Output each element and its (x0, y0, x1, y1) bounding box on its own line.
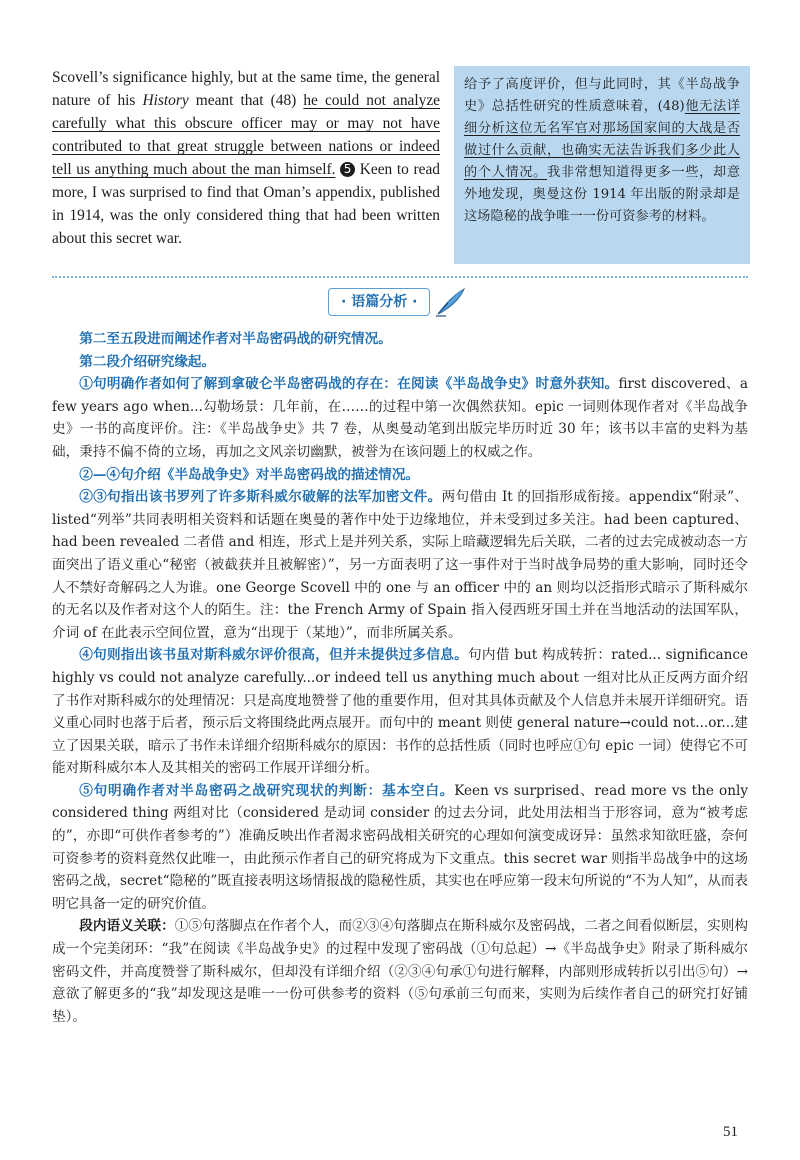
para1-body: first discovered、a few years ago when...勾勒场景：几年前，在……的过程中第一次偶然获知。epic 一词则体现作者对《半岛战争史》一书的高度评价。注：《半岛战争史》共 7 卷，从奥曼动笔到出版完毕历时近 30 年；该书以丰富的史料为基础，秉持不偏不倚的立场，再加之文风亲切幽默，被誉为在该问题上的权威之作。 (52, 376, 748, 460)
analysis-intro-1: 第二至五段进而阐述作者对半岛密码战的研究情况。 (79, 331, 392, 347)
para6-body: ①⑤句落脚点在作者个人，而②③④句落脚点在斯科威尔及密码战，二者之间看似断层，实则构成一个完美闭环：“我”在阅读《半岛战争史》的过程中发现了密码战（①句总起）→《半岛战争史》附录了斯科威尔密码文件，并高度赞誉了斯科威尔，但却没有详细介绍（②③④句承①句进行解释，内部则形成转折以引出⑤句）→意欲了解更多的“我”却发现这是唯一一份可供参考的资料（⑤句承前三句而来，实则为后续作者自己的研究打好铺垫）。 (52, 918, 749, 1025)
english-line1: Scovell’s significance highly, but at the same time, the general nature of his (52, 69, 440, 109)
quill-pen-icon (434, 286, 468, 318)
analysis-para-1 (52, 373, 748, 463)
para4-body: 句内借 but 构成转折：rated... significance highly vs could not analyze carefully...or indeed tell us anything much about 一组对比从正反两方面介绍了书作对斯科威尔的处理情况：只是高度地赞誉了他的重要作用，但对其具体贡献及个人信息并未展开详细研究。语义重心同时也落于后者，预示后文将围绕此两点展开。而句中的 meant 则使 general nature→could not...or...建立了因果关联，暗示了书作未详细介绍斯科威尔的原因：书作的总括性质（同时也呼应①句 epic 一词）使得它不可能对斯科威尔本人及其相关的密码工作展开详细分析。 (52, 647, 749, 777)
analysis-para-3 (52, 486, 748, 644)
bilingual-excerpt (52, 66, 748, 278)
para6-heading: 段内语义关联： (79, 918, 175, 935)
translation-part2: 我非常想知道得更多一些，却意外地发现，奥曼这份 1914 年出版的附录却是这场隐秘的战争唯一一份可资参考的材料。 (464, 165, 741, 224)
sentence-marker-icon: 5 (340, 162, 355, 177)
section-divider (52, 276, 748, 278)
english-passage (52, 66, 440, 250)
english-underlined-sentence: he could not analyze carefully what this obscure officer may or may not have contributed to that great struggle between nations or indeed tell us anything much about the man himself. (52, 92, 440, 178)
chinese-translation-box (454, 66, 750, 264)
translation-part1: 给予了高度评价，但与此同时，其《半岛战争史》总括性研究的性质意味着，(48) (464, 77, 740, 114)
analysis-intro-2: 第二段介绍研究缘起。 (79, 353, 216, 370)
history-italic: History (142, 92, 189, 109)
english-line1-end: meant that (48) (188, 92, 304, 109)
analysis-para-5 (52, 780, 748, 916)
para3-body: 两句借由 It 的回指形成衔接。appendix“附录”、listed“列举”共同表明相关资料和话题在奥曼的著作中处于边缘地位，并未受到过多关注。had been captured、had been revealed 二者借 and 相连，形式上是并列关系，实际上暗藏逻辑先后关联，二者的过去完成被动态一方面突出了语义重心“秘密（被截获并且被解密）”，另一方面表明了这一事件对于当时战争局势的重大影响，同时还令人不禁好奇解码之人为谁。one George Scovell 中的 one 与 an officer 中的 an 则均以泛指形式暗示了斯科威尔的无名以及作者对这个人的陌生。注：the French Army of Spain 指入侵西班牙国土并在当地活动的法国军队，介词 of 在此表示空间位置，意为“出现于（某地）”，而非所属关系。 (52, 489, 748, 641)
para4-heading: ④句则指出该书虽对斯科威尔评价很高，但并未提供过多信息。 (79, 647, 469, 664)
analysis-para-6 (52, 915, 748, 1028)
para5-body: Keen vs surprised、read more vs the only considered thing 两组对比（considered 是动词 consider 的过去分词，此处用法相当于形容词，意为“被考虑的”，亦即“可供作者参考的”）准确反映出作者渴求密码战相关研究的心理如何演变成讶异：虽然求知欲旺盛，奈何可资参考的资料竟然仅此唯一，由此预示作者自己的研究将成为下文重点。this secret war 则指半岛战争中的这场密码之战，secret“隐秘的”既直接表明这场情报战的隐秘性质，其实也在呼应第一段末句所说的“不为人知”，从而表明它具备一定的研究价值。 (52, 782, 749, 912)
analysis-para-4 (52, 644, 748, 780)
english-rest: Keen to read more, I was surprised to find that Oman’s appendix, published in 1914, was the only considered thing that had been written about this secret war. (52, 161, 440, 247)
translation-underlined: 他无法详细分析这位无名军官对那场国家间的大战是否做过什么贡献，也确实无法告诉我们多少此人的个人情况。 (464, 99, 741, 180)
page-number: 51 (723, 1124, 738, 1140)
section-label-badge: · 语篇分析 · (328, 288, 430, 316)
para5-heading: ⑤句明确作者对半岛密码之战研究现状的判断：基本空白。 (79, 782, 455, 799)
para3-heading: ②③句指出该书罗列了许多斯科威尔破解的法军加密文件。 (79, 489, 442, 506)
para2-heading: ②—④句介绍《半岛战争史》对半岛密码战的描述情况。 (79, 466, 420, 483)
discourse-analysis (52, 328, 748, 1028)
para1-heading: ①句明确作者如何了解到拿破仑半岛密码战的存在：在阅读《半岛战争史》时意外获知。 (79, 376, 619, 393)
analysis-para-2 (52, 464, 748, 487)
